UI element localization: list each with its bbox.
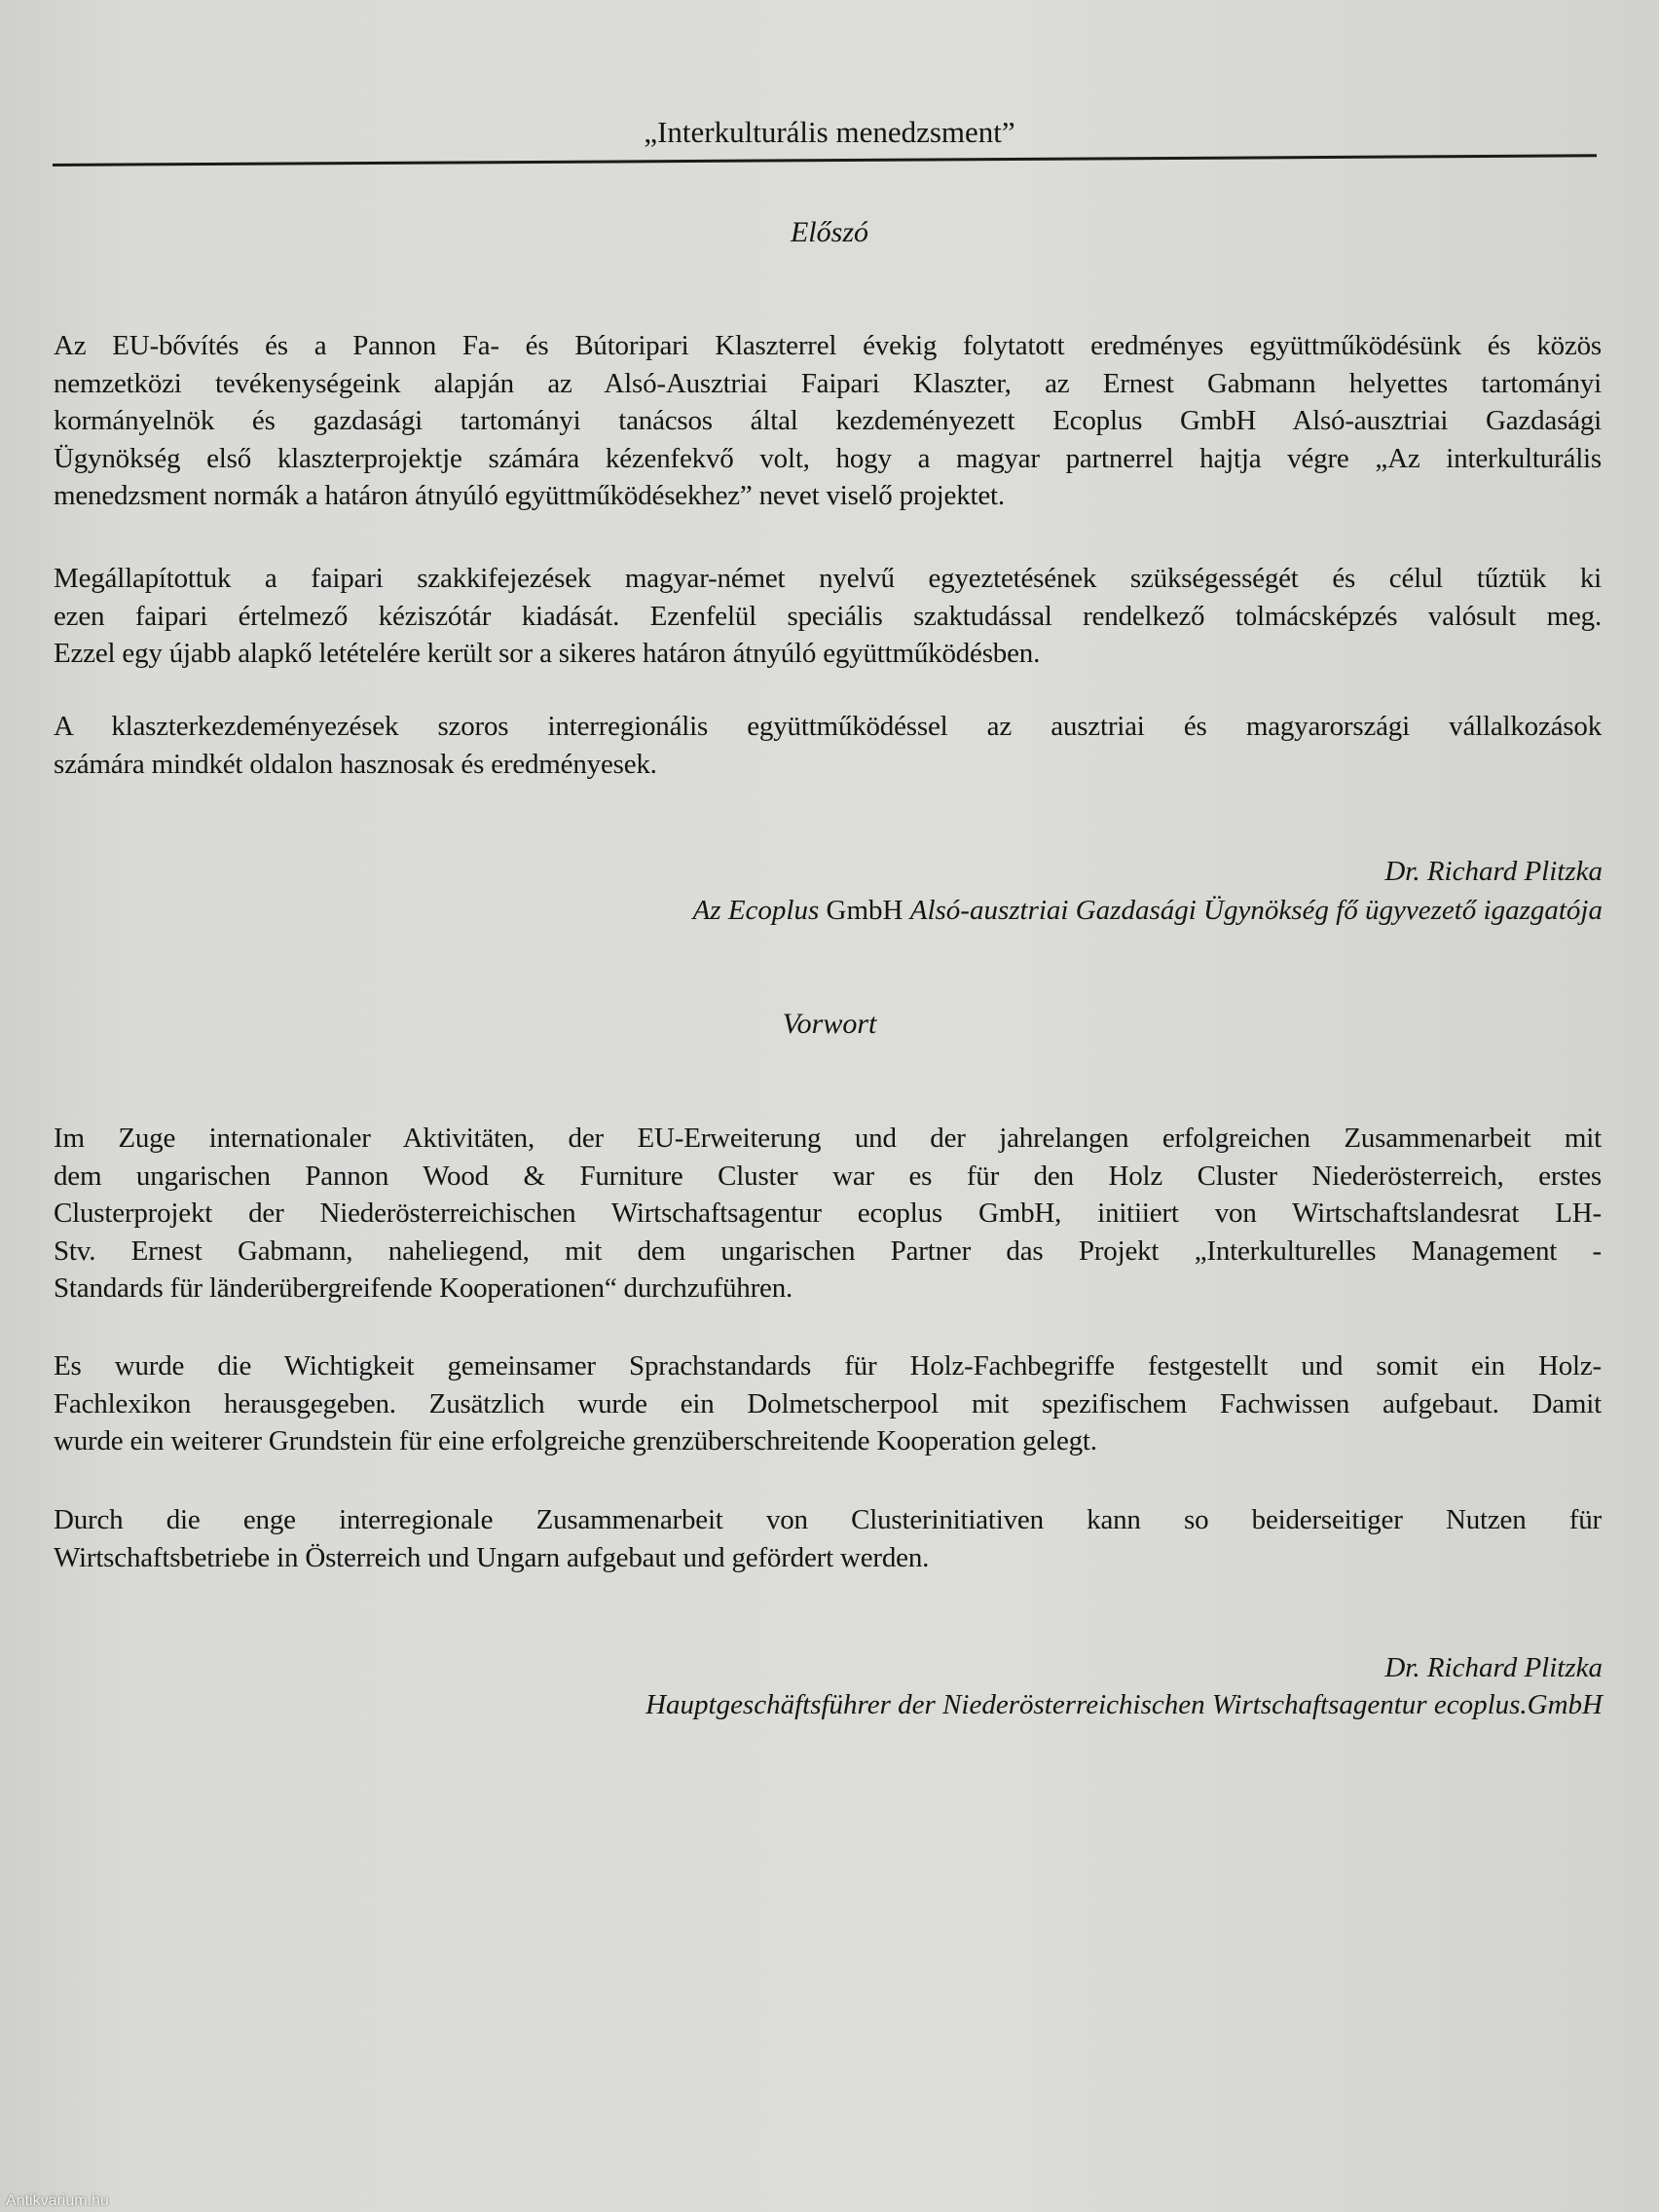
running-header: „Interkulturális menedzsment” xyxy=(644,115,1015,149)
paragraph-hu-2 xyxy=(54,560,1602,673)
text-line: Es wurde die Wichtigkeit gemeinsamer Sprachstandards für Holz-Fachbegriffe festgestellt und somit ein Holz- xyxy=(54,1350,1602,1382)
section-heading-hu: Előszó xyxy=(790,216,868,248)
text-line: menedzsment normák a határon átnyúló együttműködésekhez” nevet viselő projektet. xyxy=(54,480,1005,511)
text-line: Im Zuge internationaler Aktivitäten, der EU-Erweiterung und der jahrelangen erfolgreichen Zusammenarbeit mit xyxy=(54,1123,1602,1154)
header-rule xyxy=(53,154,1597,166)
paragraph-de-1 xyxy=(54,1120,1602,1308)
paragraph-de-3 xyxy=(54,1501,1602,1576)
text-line: Megállapítottuk a faipari szakkifejezések magyar-német nyelvű egyeztetésének szükségességét és célul tűztük ki xyxy=(54,563,1602,594)
paragraph-de-2 xyxy=(54,1347,1602,1460)
signature-title-post: Alsó-ausztriai Gazdasági Ügynökség fő ügyvezető igazgatója xyxy=(909,895,1603,926)
text-line: Standards für länderübergreifende Kooperationen“ durchzuführen. xyxy=(54,1272,793,1304)
text-line: kormányelnök és gazdasági tartományi tanácsos által kezdeményezett Ecoplus GmbH Alsó-ausztriai Gazdasági xyxy=(54,405,1602,436)
paragraph-hu-3 xyxy=(54,708,1602,783)
signature-title-hu xyxy=(693,892,1603,929)
paragraph-hu-1 xyxy=(54,327,1602,515)
text-line: Fachlexikon herausgegeben. Zusätzlich wurde ein Dolmetscherpool mit spezifischem Fachwissen aufgebaut. Damit xyxy=(54,1387,1602,1419)
text-line: Stv. Ernest Gabmann, naheliegend, mit dem ungarischen Partner das Projekt „Interkulturelles Management - xyxy=(54,1235,1602,1267)
text-line: Ezzel egy újabb alapkő letételére került sor a sikeres határon átnyúló együttműködésben. xyxy=(54,638,1041,669)
signature-title-de: Hauptgeschäftsführer der Niederösterreichischen Wirtschaftsagentur ecoplus.GmbH xyxy=(645,1689,1603,1720)
text-line: wurde ein weiterer Grundstein für eine erfolgreiche grenzüberschreitende Kooperation gelegt. xyxy=(54,1425,1097,1456)
text-line: Durch die enge interregionale Zusammenarbeit von Clusterinitiativen kann so beiderseitiger Nutzen für xyxy=(54,1504,1602,1535)
text-line: dem ungarischen Pannon Wood & Furniture Cluster war es für den Holz Cluster Niederösterreich, erstes xyxy=(54,1160,1602,1192)
signature-name-de: Dr. Richard Plitzka xyxy=(1384,1652,1603,1683)
signature-name-hu: Dr. Richard Plitzka xyxy=(1384,856,1603,887)
text-line: Wirtschaftsbetriebe in Österreich und Ungarn aufgebaut und gefördert werden. xyxy=(54,1541,930,1573)
text-line: Ügynökség első klaszterprojektje számára kézenfekvő volt, hogy a magyar partnerrel hajtja végre „Az interkulturális xyxy=(54,442,1602,474)
section-heading-de: Vorwort xyxy=(782,1008,877,1040)
text-line: A klaszterkezdeményezések szoros interregionális együttműködéssel az ausztriai és magyarországi vállalkozások xyxy=(54,711,1602,742)
signature-title-gmbh: GmbH xyxy=(819,895,910,926)
text-line: ezen faipari értelmező kéziszótár kiadását. Ezenfelül speciális szaktudással rendelkező tolmácsképzés valósult meg. xyxy=(54,600,1602,632)
text-line: számára mindkét oldalon hasznosak és eredményesek. xyxy=(54,748,657,780)
text-line: Clusterprojekt der Niederösterreichischen Wirtschaftsagentur ecoplus GmbH, initiiert von Wirtschaftslandesrat LH- xyxy=(54,1198,1602,1229)
watermark: Antikvárium.hu xyxy=(6,2193,109,2209)
text-line: Az EU-bővítés és a Pannon Fa- és Bútoripari Klaszterrel évekig folytatott eredményes együttműködésünk és közös xyxy=(54,330,1602,361)
text-line: nemzetközi tevékenységeink alapján az Alsó-Ausztriai Faipari Klaszter, az Ernest Gabmann helyettes tartományi xyxy=(54,367,1602,399)
signature-title-pre: Az Ecoplus xyxy=(692,895,820,926)
